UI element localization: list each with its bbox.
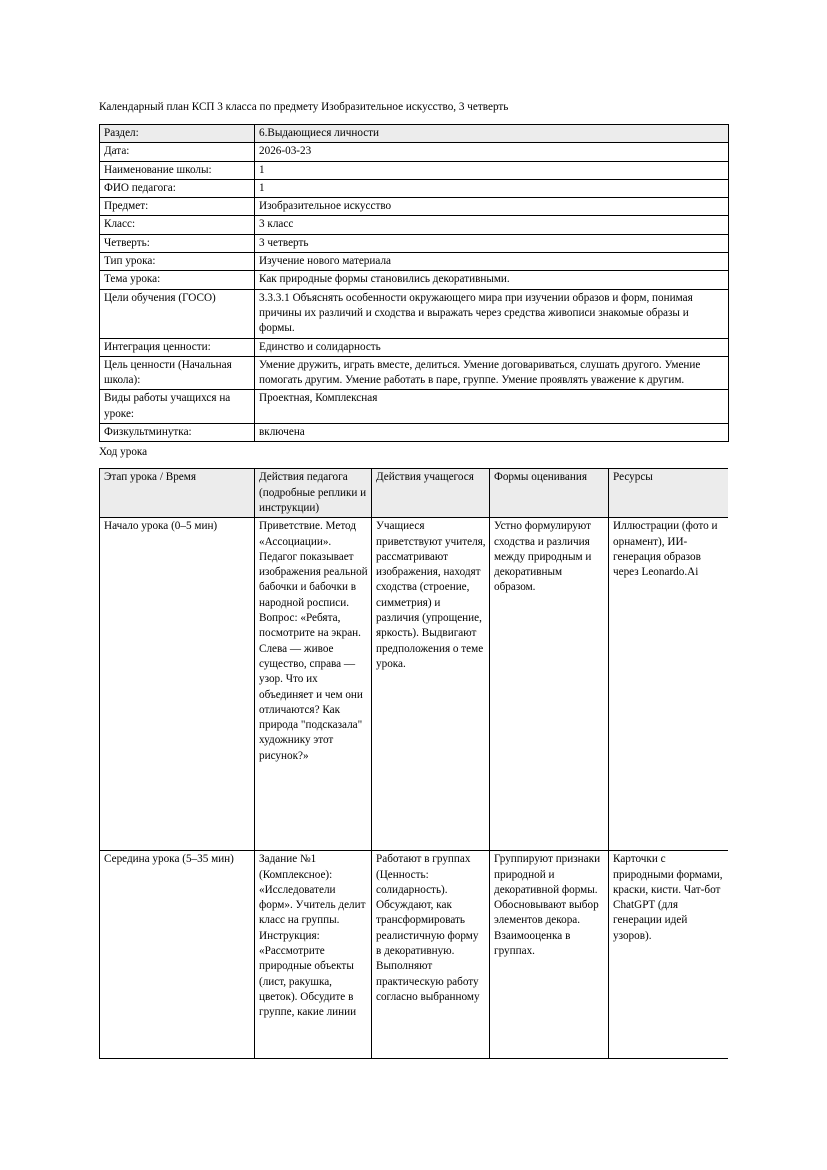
table-row — [100, 143, 729, 161]
info-label-cell: Интеграция ценности: — [100, 338, 255, 356]
info-label-cell: Дата: — [100, 143, 255, 161]
info-label-cell: Четверть: — [100, 234, 255, 252]
info-value-cell: 1 — [255, 179, 729, 197]
table-header-row — [100, 469, 729, 518]
info-label-cell: Цели обучения (ГОСО) — [100, 289, 255, 338]
info-value-cell: 1 — [255, 161, 729, 179]
info-value-cell: Как природные формы становились декоративными. — [255, 271, 729, 289]
cell-teacher-actions: Задание №1 (Комплексное): «Исследователи форм». Учитель делит класс на группы. Инструкция: «Рассмотрите природные объекты (лист, ракушка, цветок). Обсудите в группе, какие линии — [255, 851, 372, 1059]
cell-assessment: Устно формулируют сходства и различия между природным и декоративным образом. — [490, 518, 609, 851]
table-row — [100, 424, 729, 442]
cell-stage: Начало урока (0–5 мин) — [100, 518, 255, 851]
info-value-cell: включена — [255, 424, 729, 442]
info-label-cell: Тип урока: — [100, 253, 255, 271]
cell-resources: Иллюстрации (фото и орнамент), ИИ-генерация образов через Leonardo.Ai — [609, 518, 729, 851]
info-value-cell: Умение дружить, играть вместе, делиться. Умение договариваться, слушать другого. Умение помогать другим. Умение работать в паре, группе. Умение проявлять уважение к другим. — [255, 356, 729, 390]
lesson-info-table — [99, 124, 729, 442]
table-row — [100, 216, 729, 234]
cell-stage: Середина урока (5–35 мин) — [100, 851, 255, 1059]
info-value-cell: 3.3.3.1 Объяснять особенности окружающего мира при изучении образов и форм, понимая причины их различий и сходства и выражать через средства живописи знакомые образы и формы. — [255, 289, 729, 338]
column-header-resources: Ресурсы — [609, 469, 729, 518]
info-value-cell: Изобразительное искусство — [255, 198, 729, 216]
info-label-cell: Наименование школы: — [100, 161, 255, 179]
info-label-cell: Предмет: — [100, 198, 255, 216]
info-value-cell: 3 четверть — [255, 234, 729, 252]
column-header-assessment: Формы оценивания — [490, 469, 609, 518]
table-row — [100, 161, 729, 179]
column-header-teacher-actions: Действия педагога (подробные реплики и инструкции) — [255, 469, 372, 518]
table-row — [100, 271, 729, 289]
lesson-flow-table-clip — [99, 468, 728, 1079]
lesson-flow-heading: Ход урока — [99, 446, 148, 459]
column-header-stage: Этап урока / Время — [100, 469, 255, 518]
table-row — [100, 253, 729, 271]
lesson-info-table-body — [100, 125, 729, 442]
info-label-cell: Тема урока: — [100, 271, 255, 289]
info-label-cell: ФИО педагога: — [100, 179, 255, 197]
lesson-flow-table — [99, 468, 728, 1059]
cell-assessment: Группируют признаки природной и декоративной формы. Обосновывают выбор элементов декора. Взаимооценка в группах. — [490, 851, 609, 1059]
info-label-cell: Класс: — [100, 216, 255, 234]
document-content — [99, 100, 728, 1079]
info-label-cell: Цель ценности (Начальная школа): — [100, 356, 255, 390]
info-label-cell: Виды работы учащихся на уроке: — [100, 390, 255, 424]
info-label-cell: Физкультминутка: — [100, 424, 255, 442]
table-row — [100, 356, 729, 390]
info-value-cell: Изучение нового материала — [255, 253, 729, 271]
table-row — [100, 851, 729, 1059]
cell-teacher-actions: Приветствие. Метод «Ассоциации». Педагог показывает изображения реальной бабочки и бабочки в народной росписи. Вопрос: «Ребята, посмотрите на экран. Слева — живое существо, справа — узор. Что их объединяет и чем они отличаются? Как природа "подсказала" художнику этот рисунок?» — [255, 518, 372, 851]
lesson-flow-table-body — [100, 469, 729, 1059]
page-title: Календарный план КСП 3 класса по предмету Изобразительное искусство, 3 четверть — [99, 101, 509, 113]
info-value-cell: Проектная, Комплексная — [255, 390, 729, 424]
table-row — [100, 198, 729, 216]
cell-resources: Карточки с природными формами, краски, кисти. Чат-бот ChatGPT (для генерации идей узоров). — [609, 851, 729, 1059]
cell-student-actions: Работают в группах (Ценность: солидарность). Обсуждают, как трансформировать реалистичную форму в декоративную. Выполняют практическую работу согласно выбранному — [372, 851, 490, 1059]
table-row — [100, 338, 729, 356]
info-value-cell: Единство и солидарность — [255, 338, 729, 356]
table-row — [100, 518, 729, 851]
table-row — [100, 179, 729, 197]
cell-student-actions: Учащиеся приветствуют учителя, рассматривают изображения, находят сходства (строение, симметрия) и различия (упрощение, яркость). Выдвигают предположения о теме урока. — [372, 518, 490, 851]
column-header-student-actions: Действия учащегося — [372, 469, 490, 518]
info-label-cell: Раздел: — [100, 125, 255, 143]
info-value-cell: 2026-03-23 — [255, 143, 729, 161]
table-row — [100, 125, 729, 143]
table-row — [100, 390, 729, 424]
info-value-cell: 6.Выдающиеся личности — [255, 125, 729, 143]
table-row — [100, 234, 729, 252]
info-value-cell: 3 класс — [255, 216, 729, 234]
table-row — [100, 289, 729, 338]
